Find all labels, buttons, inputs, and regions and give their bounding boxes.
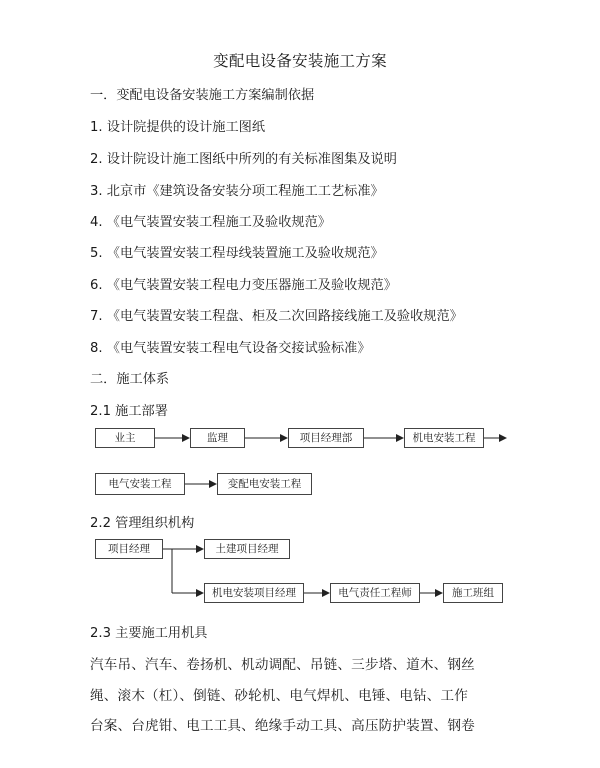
subsection-2-3-heading: 2.3 主要施工用机具 bbox=[90, 626, 208, 641]
org-box-work-team: 施工班组 bbox=[443, 583, 503, 603]
subsection-2-2-heading: 2.2 管理组织机构 bbox=[90, 516, 195, 531]
org-box-mep-manager: 机电安装项目经理 bbox=[204, 583, 304, 603]
flow-box-substation-works: 变配电安装工程 bbox=[217, 473, 312, 495]
tools-line-3: 台案、台虎钳、电工工具、绝缘手动工具、高压防护装置、钢卷 bbox=[90, 718, 475, 734]
flow-box-mep-works: 机电安装工程 bbox=[404, 428, 484, 448]
basis-item-1: 1. 设计院提供的设计施工图纸 bbox=[90, 120, 266, 135]
org-box-civil-manager: 土建项目经理 bbox=[204, 539, 290, 559]
org-box-electrical-engineer: 电气责任工程师 bbox=[330, 583, 420, 603]
basis-item-8: 8. 《电气装置安装工程电气设备交接试验标准》 bbox=[90, 341, 371, 356]
document-title: 变配电设备安装施工方案 bbox=[213, 52, 387, 70]
flow-box-supervisor: 监理 bbox=[190, 428, 245, 448]
basis-item-7: 7. 《电气装置安装工程盘、柜及二次回路接线施工及验收规范》 bbox=[90, 309, 463, 324]
org-box-project-manager: 项目经理 bbox=[95, 539, 163, 559]
basis-item-2: 2. 设计院设计施工图纸中所列的有关标准图集及说明 bbox=[90, 152, 397, 167]
tools-line-2: 绳、滚木（杠）、倒链、砂轮机、电气焊机、电锤、电钻、工作 bbox=[90, 688, 469, 704]
basis-item-4: 4. 《电气装置安装工程施工及验收规范》 bbox=[90, 215, 331, 230]
section-2-heading: 二．施工体系 bbox=[90, 372, 170, 387]
tools-line-1: 汽车吊、汽车、卷扬机、机动调配、吊链、三步塔、道木、钢丝 bbox=[90, 657, 475, 673]
section-1-heading: 一．变配电设备安装施工方案编制依据 bbox=[90, 88, 315, 103]
basis-item-5: 5. 《电气装置安装工程母线装置施工及验收规范》 bbox=[90, 246, 384, 261]
flow-box-owner: 业主 bbox=[95, 428, 155, 448]
basis-item-6: 6. 《电气装置安装工程电力变压器施工及验收规范》 bbox=[90, 278, 397, 293]
flow-box-project-dept: 项目经理部 bbox=[288, 428, 364, 448]
subsection-2-1-heading: 2.1 施工部署 bbox=[90, 404, 168, 419]
basis-item-3: 3. 北京市《建筑设备安装分项工程施工工艺标准》 bbox=[90, 184, 384, 199]
flow-box-electrical-works: 电气安装工程 bbox=[95, 473, 185, 495]
